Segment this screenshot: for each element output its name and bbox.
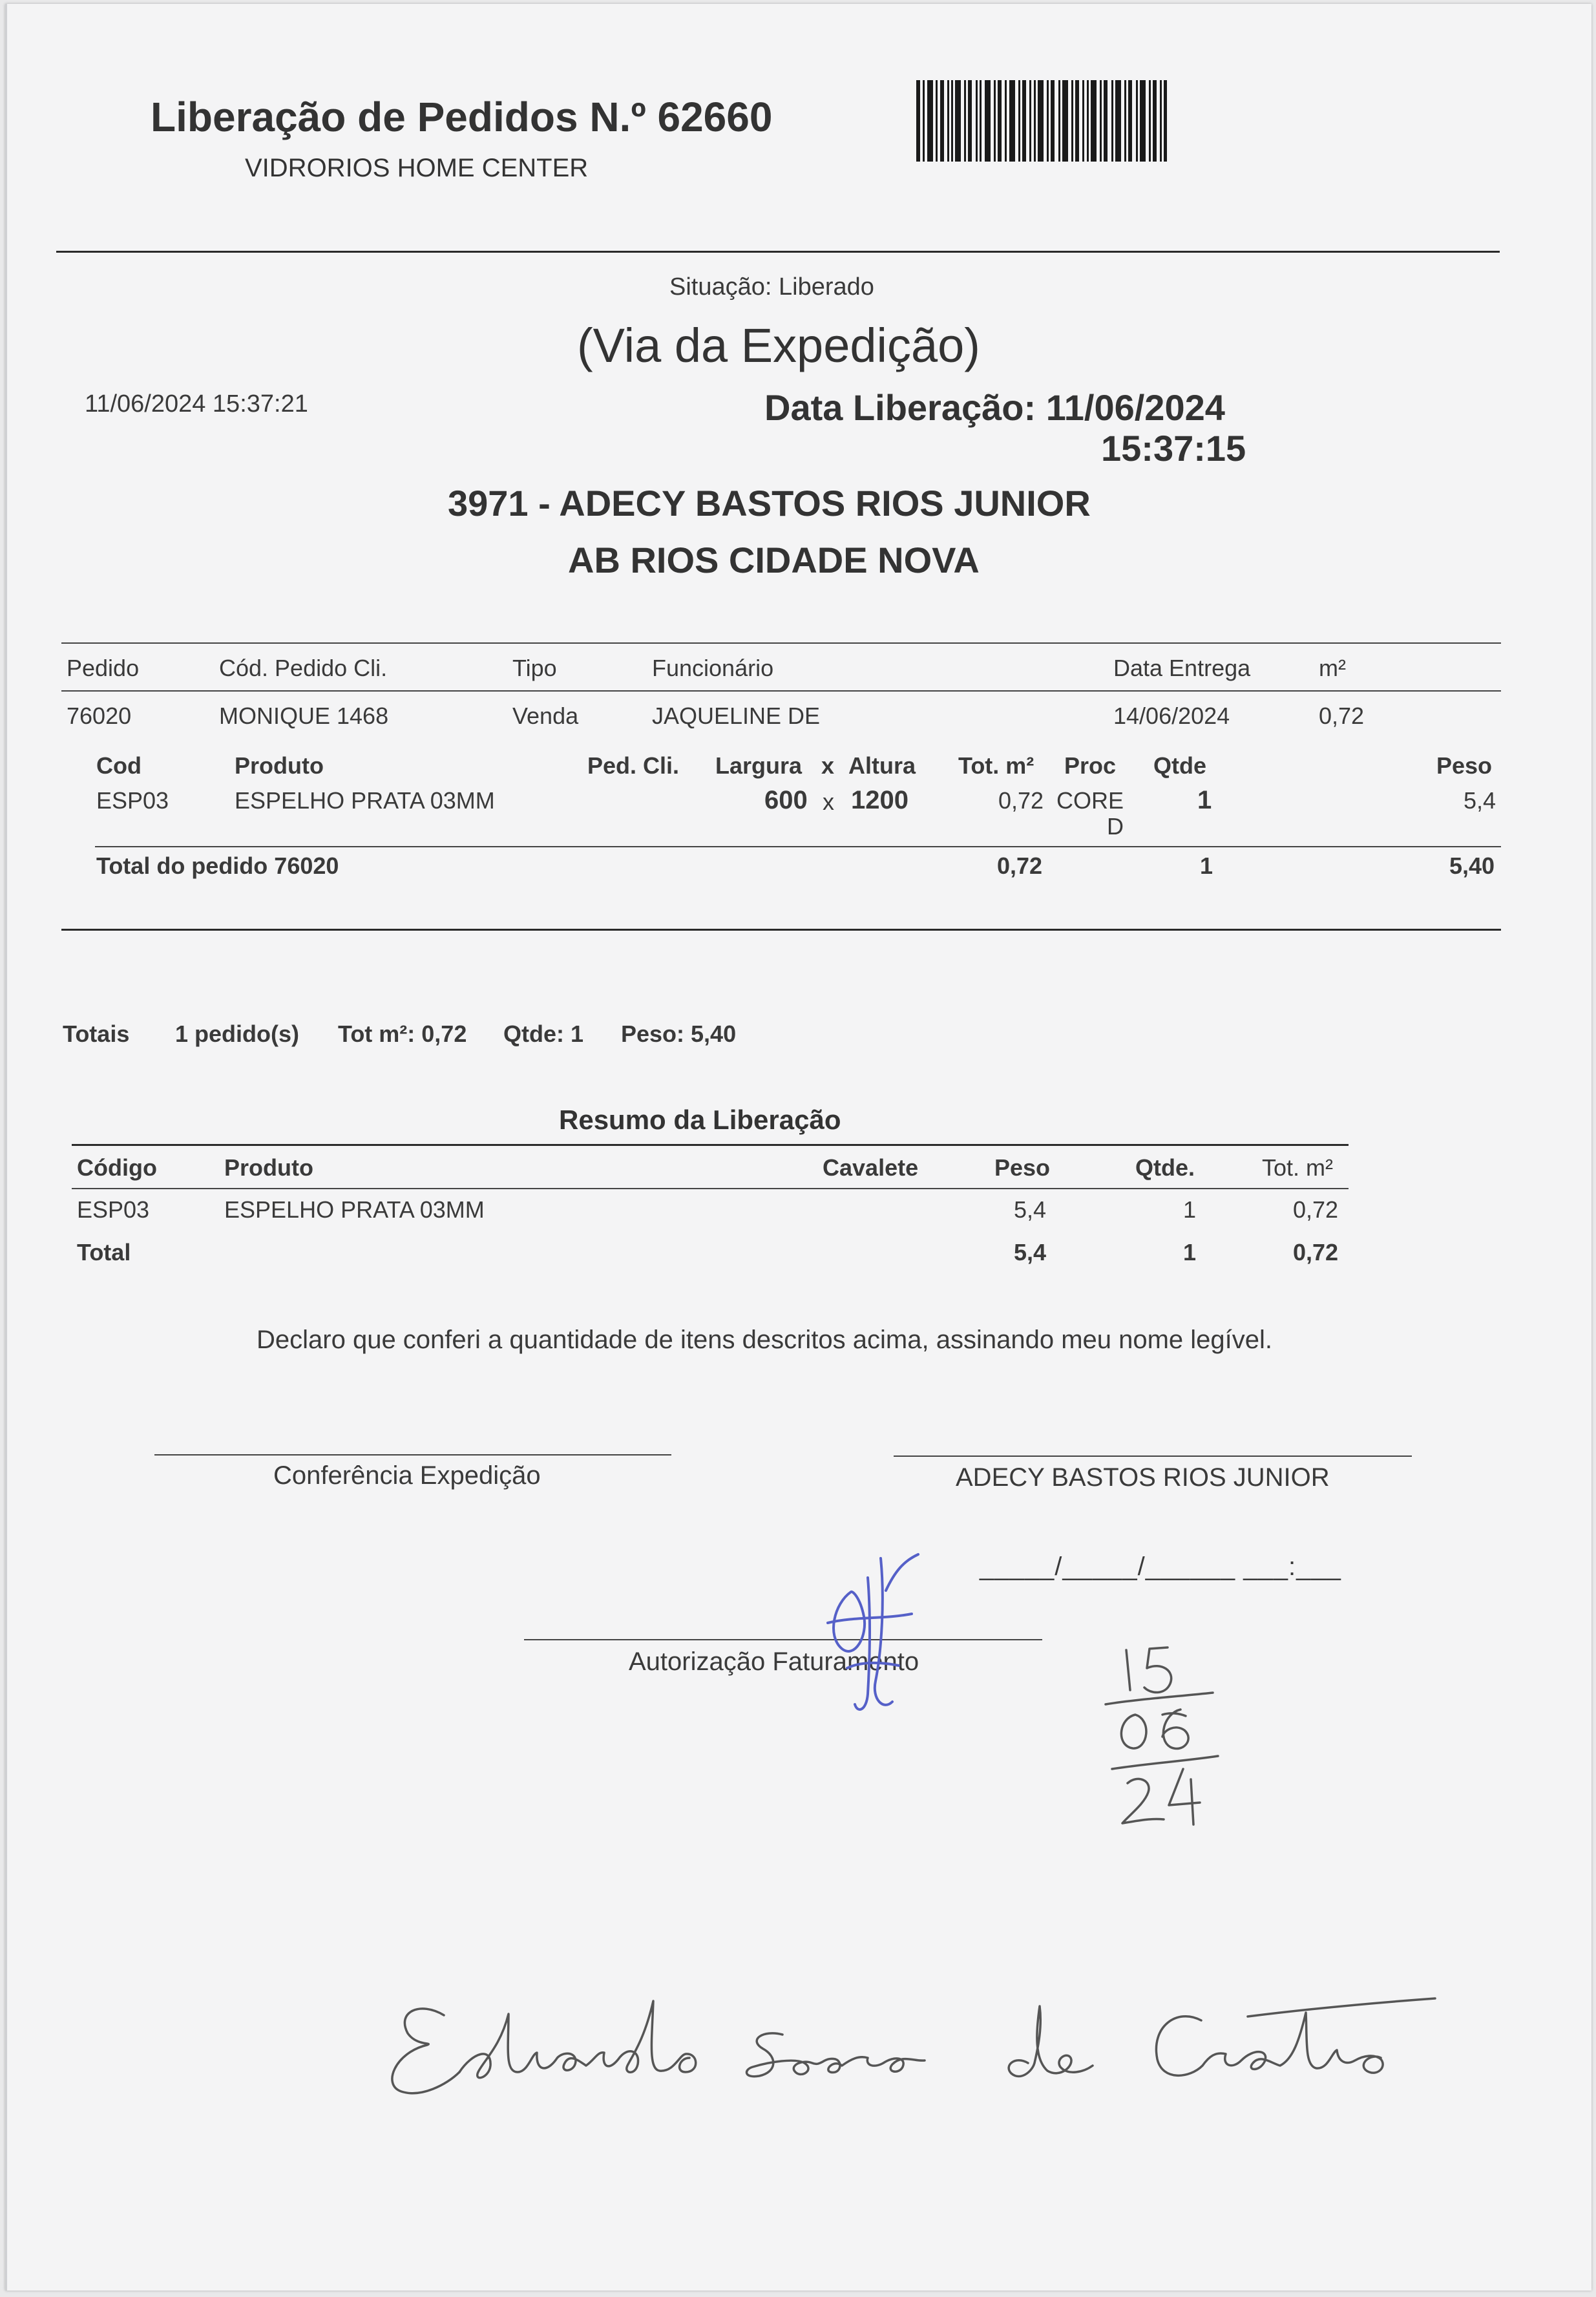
summary-total-qtde: 1 [1183, 1239, 1197, 1265]
item-x: x [823, 789, 834, 815]
summary-header-tot-m2: Tot. m² [1262, 1154, 1334, 1181]
handwritten-initials-signature [808, 1552, 925, 1720]
date-time-blanks: _____/_____/______ ___:___ [980, 1552, 1341, 1581]
item-produto: ESPELHO PRATA 03MM [235, 787, 495, 814]
item-altura: 1200 [851, 786, 908, 814]
item-header-tot-m2: Tot. m² [958, 752, 1034, 779]
summary-codigo: ESP03 [77, 1196, 150, 1223]
printed-timestamp: 11/06/2024 15:37:21 [85, 390, 308, 418]
item-header-altura: Altura [848, 752, 916, 779]
summary-title: Resumo da Liberação [559, 1105, 841, 1135]
copy-type: (Via da Expedição) [577, 319, 980, 372]
summary-top-rule [72, 1144, 1349, 1146]
summary-header-qtde: Qtde. [1135, 1154, 1195, 1181]
barcode-image [916, 80, 1167, 162]
handwritten-date [1099, 1642, 1241, 1875]
order-table-top-rule [61, 642, 1501, 644]
handwritten-name-signature [382, 1975, 1442, 2117]
item-header-qtde: Qtde [1153, 752, 1207, 779]
summary-header-codigo: Código [77, 1154, 157, 1181]
signature-line-conferencia [154, 1454, 671, 1455]
order-table-bottom-rule [61, 929, 1501, 931]
item-qtde: 1 [1197, 786, 1212, 814]
client-store: AB RIOS CIDADE NOVA [568, 540, 980, 580]
summary-header-produto: Produto [224, 1154, 313, 1181]
summary-total-tot-m2: 0,72 [1293, 1239, 1339, 1265]
item-header-produto: Produto [235, 752, 324, 779]
order-funcionario: JAQUELINE DE [652, 703, 821, 729]
order-cod-pedido-cli: MONIQUE 1468 [219, 703, 389, 729]
company-name: VIDRORIOS HOME CENTER [245, 154, 589, 182]
signature-label-conferencia: Conferência Expedição [273, 1461, 541, 1490]
order-total-label: Total do pedido 76020 [96, 852, 339, 879]
item-proc-line1: CORE [1056, 787, 1124, 814]
totals-pedidos: 1 pedido(s) [175, 1021, 300, 1047]
signature-line-client [894, 1455, 1412, 1457]
order-data-entrega: 14/06/2024 [1113, 703, 1230, 729]
order-total-qtde: 1 [1200, 852, 1213, 879]
summary-total-peso: 5,4 [1014, 1239, 1047, 1265]
item-header-cod: Cod [96, 752, 142, 779]
order-pedido: 76020 [67, 703, 132, 729]
status-text: Situação: Liberado [669, 273, 874, 301]
signature-label-client: ADECY BASTOS RIOS JUNIOR [956, 1463, 1330, 1492]
item-total-rule [95, 846, 1501, 847]
order-table-header-rule [61, 690, 1501, 692]
document-page [5, 4, 1591, 2291]
summary-qtde: 1 [1183, 1196, 1197, 1223]
release-date: Data Liberação: 11/06/2024 [764, 387, 1225, 428]
totals-qtde: Qtde: 1 [503, 1021, 584, 1047]
totals-m2: Tot m²: 0,72 [338, 1021, 467, 1047]
item-cod: ESP03 [96, 787, 169, 814]
summary-header-peso: Peso [994, 1154, 1051, 1181]
item-peso: 5,4 [1464, 787, 1496, 814]
col-header-pedido: Pedido [67, 655, 140, 681]
item-proc-line2: D [1107, 813, 1124, 840]
order-total-peso: 5,40 [1449, 852, 1495, 879]
item-tot-m2: 0,72 [998, 787, 1044, 814]
declaration-text: Declaro que conferi a quantidade de itens descritos acima, assinando meu nome legível. [257, 1326, 1273, 1354]
col-header-funcionario: Funcionário [652, 655, 774, 681]
totals-label: Totais [63, 1021, 130, 1047]
header-divider [56, 251, 1500, 253]
col-header-tipo: Tipo [512, 655, 557, 681]
release-time: 15:37:15 [1101, 428, 1246, 469]
col-header-m2: m² [1319, 655, 1346, 681]
item-header-ped-cli: Ped. Cli. [587, 752, 680, 779]
item-largura: 600 [764, 786, 808, 814]
signature-label-autorizacao: Autorização Faturamento [629, 1647, 919, 1676]
order-tipo: Venda [512, 703, 579, 729]
summary-produto: ESPELHO PRATA 03MM [224, 1196, 485, 1223]
client-name: 3971 - ADECY BASTOS RIOS JUNIOR [448, 483, 1091, 524]
order-total-m2: 0,72 [997, 852, 1043, 879]
item-header-x: x [821, 752, 835, 779]
item-header-largura: Largura [715, 752, 803, 779]
summary-total-label: Total [77, 1239, 131, 1265]
summary-header-cavalete: Cavalete [823, 1154, 919, 1181]
summary-peso: 5,4 [1014, 1196, 1047, 1223]
summary-tot-m2: 0,72 [1293, 1196, 1339, 1223]
document-title: Liberação de Pedidos N.º 62660 [151, 94, 773, 140]
item-header-proc: Proc [1064, 752, 1117, 779]
signature-line-autorizacao [524, 1639, 1042, 1640]
totals-peso: Peso: 5,40 [621, 1021, 737, 1047]
item-header-peso: Peso [1436, 752, 1493, 779]
col-header-data-entrega: Data Entrega [1113, 655, 1251, 681]
col-header-cod-pedido-cli: Cód. Pedido Cli. [219, 655, 388, 681]
order-m2: 0,72 [1319, 703, 1365, 729]
summary-header-rule [72, 1188, 1349, 1189]
